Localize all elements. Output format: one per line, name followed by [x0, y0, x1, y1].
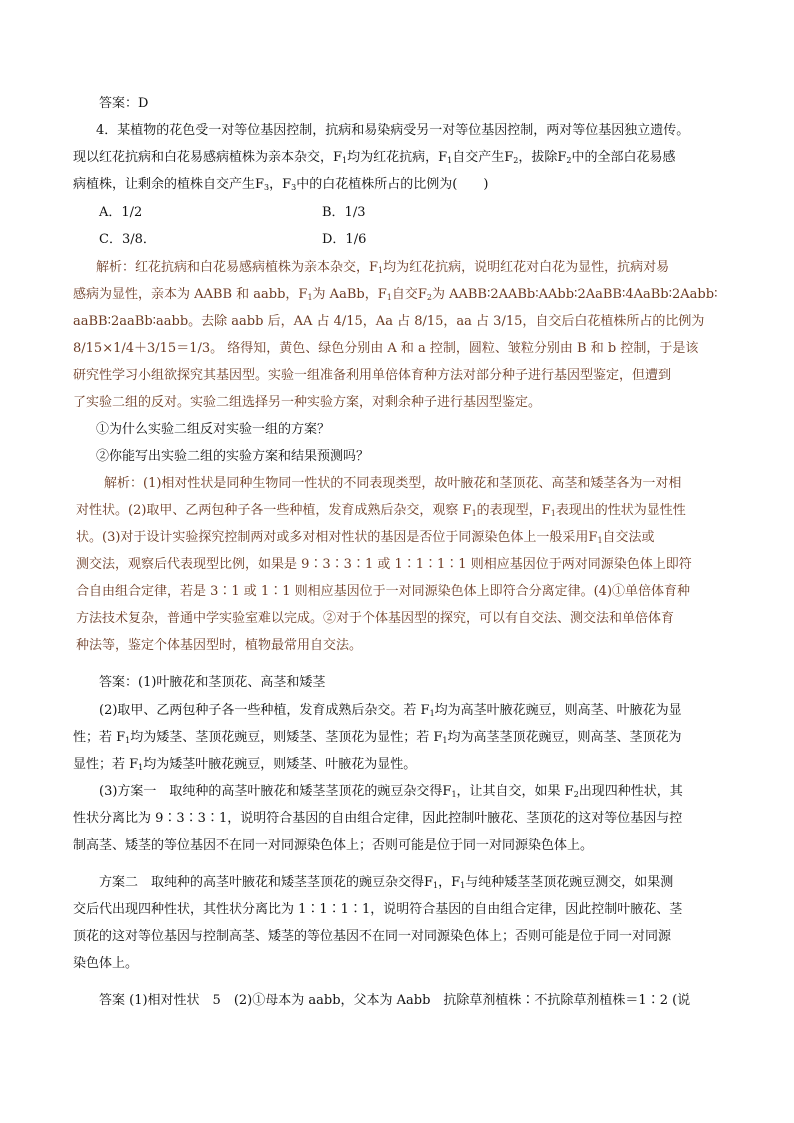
analysis2-line-1: 解析：(1)相对性状是同种生物同一性状的不同表现类型，故叶腋花和茎顶花、高茎和矮茎各为一对相 [104, 476, 682, 491]
analysis2-line-7: 种法等，鉴定个体基因型时，植物最常用自交法。 [76, 638, 363, 653]
analysis-line-3: aaBB∶2aaBb∶aabb。去除 aabb 后，AA 占 4/15，Aa 占 8/15，aa 占 3/15，自交后白花植株所占的比例为 [73, 314, 705, 329]
plan-two-line-1: 方案二 取纯种的高茎叶腋花和矮茎茎顶花的豌豆杂交得$F_1$，$F_1$与纯种矮茎茎顶花豌豆测交，如果测 [99, 875, 674, 890]
answer-part-1: 答案：(1)叶腋花和茎顶花、高茎和矮茎 [99, 675, 326, 690]
sub-question-2: ②你能写出实验二组的实验方案和结果预测吗？ [96, 449, 370, 464]
answer-line: 答案：D [99, 96, 149, 111]
analysis-line-1: 解析：红花抗病和白花易感病植株为亲本杂交，$F_1$均为红花抗病，说明红花对白花为显性，抗病对易 [96, 260, 670, 275]
question-4-stem-line-2: 现以红花抗病和白花易感病植株为亲本杂交，$F_1$均为红花抗病，$F_1$自交产生$F_2$，拔除$F_2$中的全部白花易感 [73, 150, 676, 165]
plan-two-line-4: 染色体上。 [73, 956, 139, 971]
option-b: B．1/3 [322, 205, 366, 220]
plan-two-line-2: 交后代出现四种性状，其性状分离比为 1∶1∶1∶1，说明符合基因的自由组合定律，因此控制叶腋花、茎 [73, 902, 683, 917]
plan-two-line-3: 顶花的这对等位基因与控制高茎、矮茎的等位基因不在同一对同源染色体上；否则可能是位于同一对同源 [73, 929, 672, 944]
option-d: D．1/6 [322, 232, 367, 247]
option-c: C．3/8． [99, 232, 156, 247]
final-answer-line: 答案 (1)相对性状 5 (2)①母本为 aabb，父本为 Aabb 抗除草剂植株∶不抗除草剂植株＝1∶2 (说 [99, 993, 691, 1008]
question-4-stem-line-3: 病植株，让剩余的植株自交产生$F_3$，$F_3$中的白花植株所占的比例为( ) [73, 177, 489, 192]
answer-part-2-line-1: (2)取甲、乙两包种子各一些种植，发育成熟后杂交。若 $F_1$均为高茎叶腋花豌豆，则高茎、叶腋花为显 [99, 703, 682, 718]
question-4-stem-line-1: 4．某植物的花色受一对等位基因控制，抗病和易染病受另一对等位基因控制，两对等位基因独立遗传。 [96, 123, 690, 138]
plan-one-line-1: (3)方案一 取纯种的高茎叶腋花和矮茎茎顶花的豌豆杂交得$F_1$，让其自交，如果 $F_2$出现四种性状，其 [99, 784, 683, 799]
analysis-line-5: 研究性学习小组欲探究其基因型。实验一组准备利用单倍体育种方法对部分种子进行基因型鉴定，但遭到 [73, 368, 672, 383]
analysis2-line-5: 合自由组合定律，若是 3∶1 或 1∶1 则相应基因位于一对同源染色体上即符合分离定律。(4)①单倍体育种 [76, 584, 691, 599]
plan-one-line-2: 性状分离比为 9∶3∶3∶1，说明符合基因的自由组合定律，因此控制叶腋花、茎顶花的这对等位基因与控 [73, 811, 683, 826]
analysis2-line-3: 状。(3)对于设计实验探究控制两对或多对相对性状的基因是否位于同源染色体上一般采用$F_1$自交法或 [76, 530, 655, 545]
analysis-line-4: 8/15×1/4＋3/15＝1/3。 络得知，黄色、绿色分别由 A 和 a 控制，圆粒、皱粒分别由 B 和 b 控制，于是该 [73, 341, 699, 356]
analysis2-line-2: 对性状。(2)取甲、乙两包种子各一些种植，发育成熟后杂交，观察 $F_1$的表现型，$F_1$表现出的性状为显性性 [76, 503, 686, 518]
plan-one-line-3: 制高茎、矮茎的等位基因不在同一对同源染色体上；否则可能是位于同一对同源染色体上。 [73, 838, 594, 853]
analysis2-line-4: 测交法，观察后代表现型比例，如果是 9∶3∶3∶1 或 1∶1∶1∶1 则相应基因位于两对同源染色体上即符 [76, 557, 692, 572]
analysis-line-2: 感病为显性，亲本为 AABB 和 aabb，$F_1$为 AaBb，$F_1$自交$F_2$为 AABB∶2AABb∶AAbb∶2AaBB∶4AaBb∶2Aabb∶ [73, 287, 718, 302]
analysis-line-6: 了实验二组的反对。实验二组选择另一种实验方案，对剩余种子进行基因型鉴定。 [73, 395, 542, 410]
sub-question-1: ①为什么实验二组反对实验一组的方案？ [96, 422, 331, 437]
answer-part-2-line-2: 性；若 $F_1$均为矮茎、茎顶花豌豆，则矮茎、茎顶花为显性；若 $F_1$均为高茎茎顶花豌豆，则高茎、茎顶花为 [73, 730, 682, 745]
analysis2-line-6: 方法技术复杂，普通中学实验室难以完成。②对于个体基因型的探究，可以有自交法、测交法和单倍体育 [76, 611, 675, 626]
option-a: A．1/2 [99, 205, 143, 220]
answer-part-2-line-3: 显性；若 $F_1$均为矮茎叶腋花豌豆，则矮茎、叶腋花为显性。 [73, 757, 417, 772]
